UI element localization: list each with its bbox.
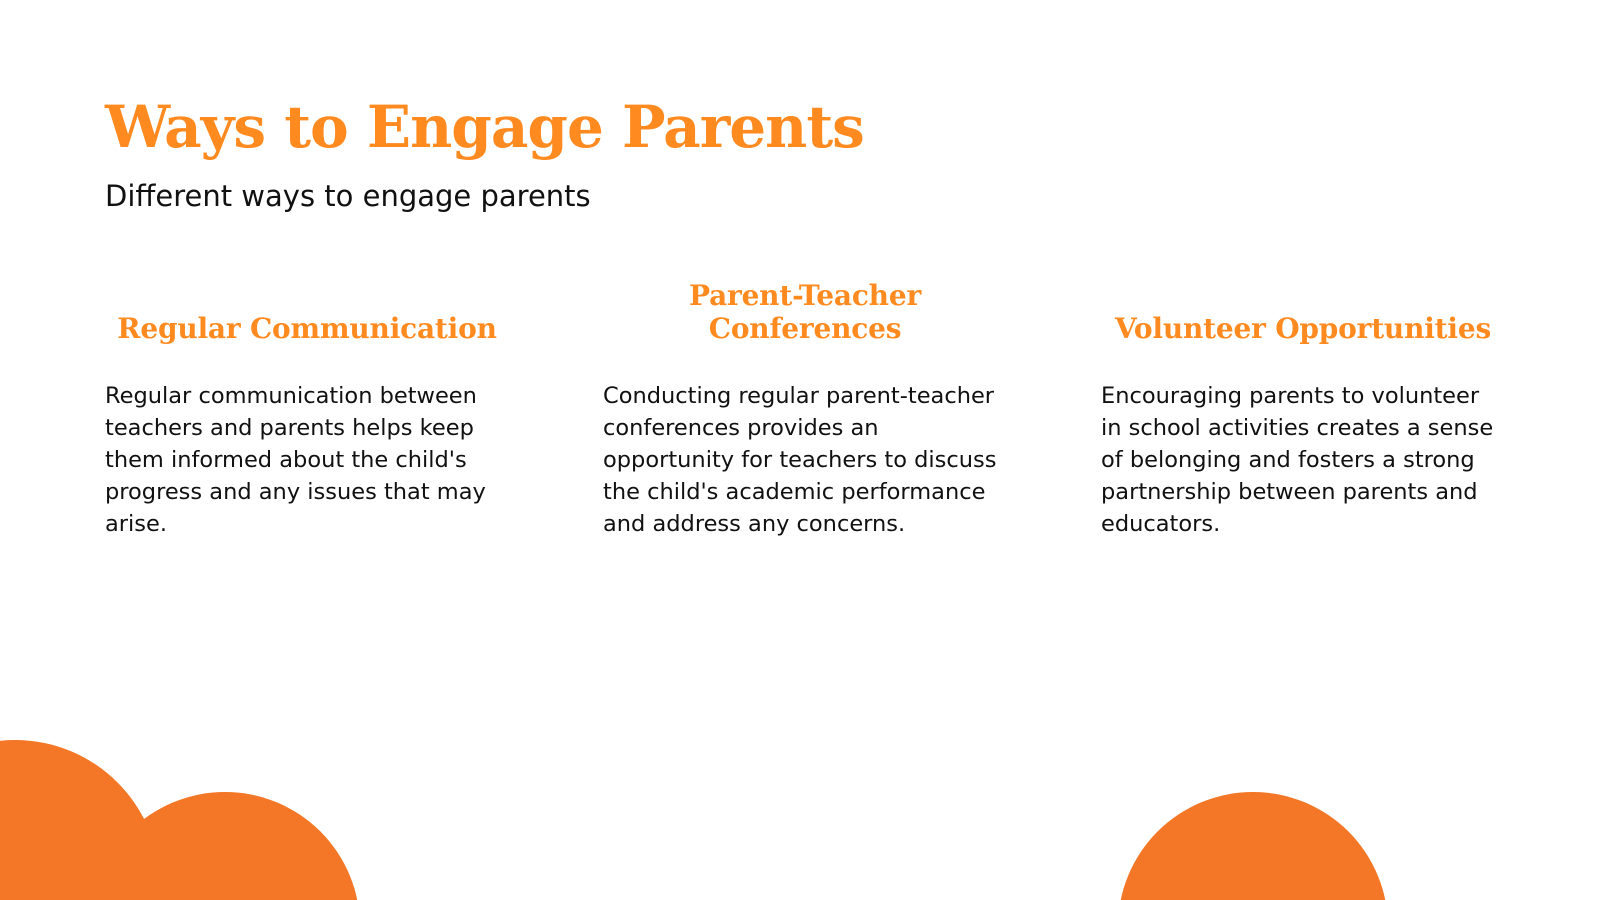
slide-subtitle: Different ways to engage parents bbox=[105, 179, 591, 213]
decorative-circle-right bbox=[1118, 792, 1388, 900]
column-regular-communication bbox=[105, 270, 509, 541]
column-text: Regular communication between teachers and parents helps keep them informed about the child's progress and any issues that may arise. bbox=[105, 383, 486, 537]
engagement-columns bbox=[105, 270, 1505, 541]
column-heading: Regular Communication bbox=[117, 312, 497, 346]
column-heading: Volunteer Opportunities bbox=[1114, 312, 1492, 346]
column-volunteer-opportunities bbox=[1101, 270, 1505, 541]
column-heading: Parent-Teacher Conferences bbox=[688, 278, 922, 346]
column-text: Conducting regular parent-teacher conferences provides an opportunity for teachers to discuss the child's academic performance and address any concerns. bbox=[603, 383, 997, 537]
slide-title: Ways to Engage Parents bbox=[105, 93, 864, 161]
column-text: Encouraging parents to volunteer in school activities creates a sense of belonging and fosters a strong partnership between parents and educators. bbox=[1101, 383, 1494, 537]
column-parent-teacher-conferences bbox=[603, 270, 1007, 541]
